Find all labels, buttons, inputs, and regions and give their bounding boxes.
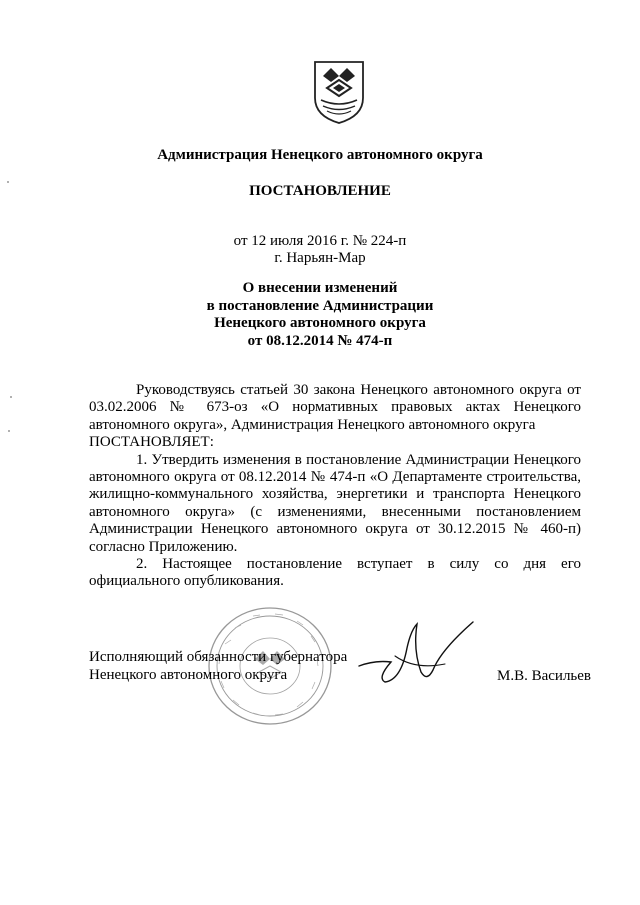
scan-speck [7,181,9,183]
document-type: ПОСТАНОВЛЕНИЕ [249,183,391,199]
item-1-paragraph: 1. Утвердить изменения в постановление Администрации Ненецкого автономного округа от 08.12.2014 № 474-п «О Департаменте строительства, жилищно-коммунального хозяйства, энергетики и транспорта Ненецкого автономного округа» (с изменениями, внесенными постановлением Администрации Ненецкого автономного округа от 30.12.2015 № 460-п) согласно Приложению. [89,451,581,555]
subject-line: в постановление Администрации [206,297,434,314]
document-body [89,382,581,591]
coat-of-arms-icon [309,56,369,126]
subject-line: Ненецкого автономного округа [214,315,426,331]
signatory-name: М.В. Васильев [497,668,592,684]
subject-line: О внесении изменений [242,280,398,296]
document-subject [0,280,640,350]
item-2-paragraph: 2. Настоящее постановление вступает в силу со дня его официального опубликования. [89,556,581,590]
organization-title: Администрация Ненецкого автономного округа [157,147,483,163]
preamble-paragraph: Руководствуясь статьей 30 закона Ненецкого автономного округа от 03.02.2006 № 673-оз «О нормативных правовых актах Ненецкого автономного округа», Администрация Ненецкого автономного округа [89,382,581,433]
position-line: Исполняющий обязанности губернатора [89,649,348,665]
scan-speck [8,430,10,432]
document-date: от 12 июля 2016 г. № 224-п [233,233,407,249]
subject-line: от 08.12.2014 № 474-п [247,332,393,349]
decree-word: ПОСТАНОВЛЯЕТ: [89,434,214,451]
document-city: г. Нарьян-Мар [274,250,366,266]
handwritten-signature [355,620,475,695]
scan-speck [10,396,12,398]
position-line: Ненецкого автономного округа [89,667,288,683]
signatory-position [89,648,347,684]
